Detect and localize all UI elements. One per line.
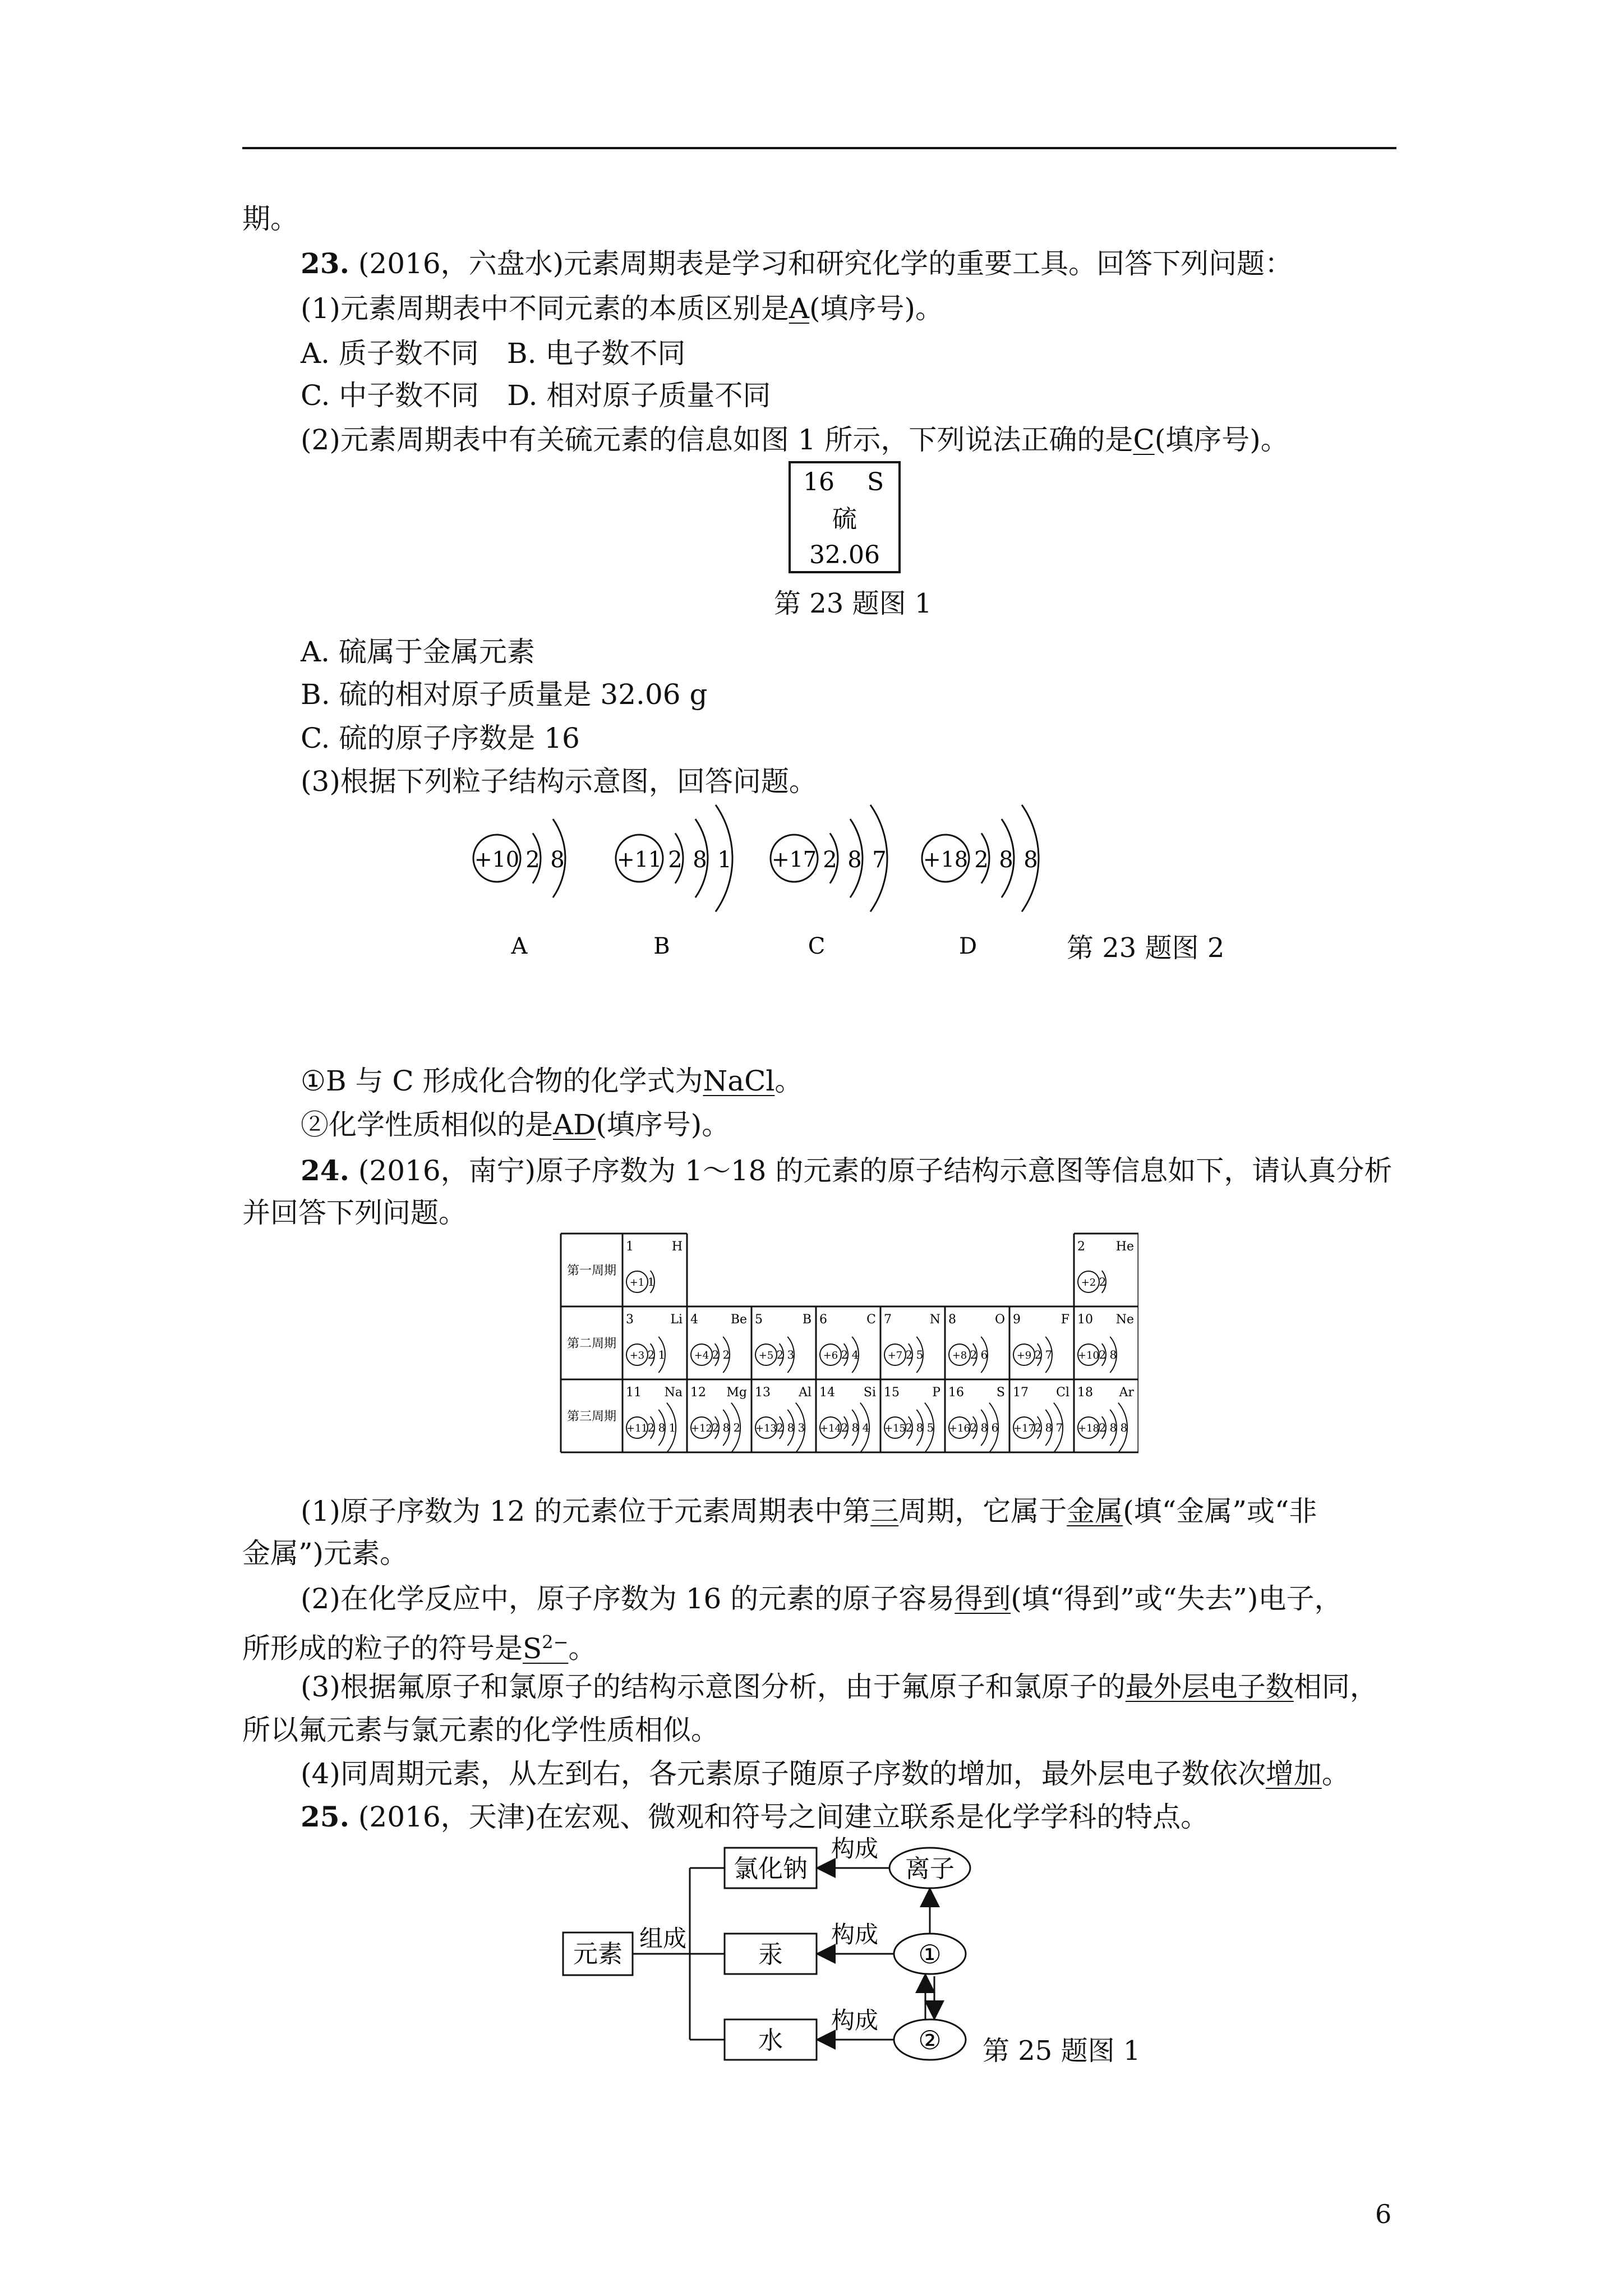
periodic-cell [948, 1313, 1005, 1373]
shell-electron-count: 2 [647, 1421, 655, 1434]
element-label: 元素 [573, 1940, 623, 1968]
q23-fig1-caption: 第 23 题图 1 [774, 588, 932, 619]
q24-a2-answer2 [523, 1632, 568, 1665]
atomic-number: 12 [690, 1386, 706, 1400]
atomic-number: 11 [626, 1386, 642, 1400]
q24-answer3 [301, 1669, 1378, 1705]
q23-option-a: A. 硫属于金属元素 [301, 636, 535, 668]
nacl-label: 氯化钠 [734, 1855, 808, 1883]
q24-a1-answer1: 三 [870, 1495, 899, 1527]
nucleus-charge: +6 [823, 1350, 838, 1361]
periodic-cell [755, 1313, 811, 1373]
atomic-number: 1 [626, 1240, 634, 1254]
q24-a1-text2: 周期，它属于 [898, 1495, 1067, 1527]
constitute-label-1: 构成 [831, 1835, 879, 1862]
q23-heading [301, 246, 1293, 282]
periodic-cell [884, 1313, 940, 1373]
sulfur-element-box [789, 461, 901, 573]
nucleus-charge: +11 [626, 1423, 648, 1434]
ion-charge: 2− [542, 1631, 569, 1653]
shell-electron-count: 2 [841, 1421, 849, 1434]
nucleus-charge: +17 [771, 847, 817, 872]
q24-head: (2016，南宁)原子序数为 1～18 的元素的原子结构示意图等信息如下，请认真分析 [358, 1154, 1393, 1187]
blank1-label: ① [918, 1939, 942, 1970]
nucleus-charge: +17 [1013, 1423, 1035, 1434]
element-symbol: H [671, 1240, 683, 1254]
element-symbol: P [932, 1386, 940, 1400]
shell-electron-count: 2 [905, 1348, 913, 1361]
shell-electron-count: 1 [658, 1348, 666, 1361]
shell-electron-count: 1 [668, 1421, 676, 1434]
q24-a2-text4: 。 [568, 1632, 597, 1665]
shell-electron-count: 8 [693, 847, 707, 873]
period-label: 第一周期 [566, 1264, 617, 1278]
shell-electron-count: 5 [916, 1348, 924, 1361]
nucleus-charge: +15 [884, 1423, 906, 1434]
shell-electron-count: 2 [1034, 1348, 1042, 1361]
atomic-number: 3 [626, 1313, 634, 1327]
q23-option-b: B. 硫的相对原子质量是 32.06 g [301, 678, 708, 711]
q24-a2-text1: (2)在化学反应中，原子序数为 16 的元素的原子容易 [301, 1582, 955, 1615]
element-box-name: 硫 [832, 505, 857, 533]
shell-electron-count: 8 [999, 847, 1013, 873]
periodic-cell [1013, 1313, 1069, 1373]
shell-electron-count: 8 [1045, 1421, 1053, 1434]
q23-part1-answer: A [789, 292, 809, 325]
nucleus-charge: +8 [952, 1350, 967, 1361]
shell-electron-count: 2 [1099, 1348, 1106, 1361]
q24-heading [301, 1153, 1392, 1189]
ion-symbol: S [523, 1632, 542, 1665]
q23-sub2-text: ②化学性质相似的是 [301, 1108, 553, 1141]
shell-electron-count: 1 [717, 847, 732, 873]
shell-electron-count: 7 [872, 847, 887, 873]
shell-electron-count: 2 [647, 1348, 655, 1361]
nucleus-charge: +7 [887, 1350, 903, 1361]
element-symbol: B [802, 1313, 811, 1327]
shell-electron-count: 8 [1109, 1348, 1117, 1361]
shell-electron-count: 8 [847, 847, 862, 873]
q25-fig1-caption: 第 25 题图 1 [983, 2035, 1141, 2067]
particle-label: D [958, 933, 978, 959]
periodic-cell [1013, 1386, 1069, 1452]
shell-electron-count: 5 [926, 1421, 934, 1434]
particle-label: B [653, 933, 670, 959]
atomic-number: 18 [1077, 1386, 1093, 1400]
q24-a4-answer: 增加 [1265, 1757, 1322, 1790]
water-label: 水 [758, 2026, 783, 2055]
macro-micro-diagram [555, 1829, 993, 2070]
shell-electron-count: 2 [905, 1421, 913, 1434]
element-symbol: Be [730, 1313, 747, 1327]
q24-a1-text1: (1)原子序数为 12 的元素位于元素周期表中第 [301, 1495, 871, 1527]
element-symbol: Si [863, 1386, 876, 1400]
element-box-number: 16 [803, 468, 834, 496]
shell-electron-count: 6 [991, 1421, 999, 1434]
constitute-label-2: 构成 [831, 1921, 879, 1948]
shell-electron-count: 8 [722, 1421, 730, 1434]
atomic-number: 4 [690, 1313, 698, 1327]
shell-electron-count: 2 [712, 1421, 720, 1434]
shell-electron-count: 2 [1099, 1421, 1106, 1434]
shell-electron-count: 2 [776, 1348, 784, 1361]
atomic-number: 10 [1077, 1313, 1093, 1327]
particle-diagram [473, 819, 565, 959]
periodic-table-diagram [560, 1232, 1138, 1479]
q24-head-cont: 并回答下列问题。 [242, 1197, 467, 1229]
q23-number: 23. [301, 247, 349, 280]
shell-electron-count: 2 [974, 847, 989, 873]
periodic-cell [626, 1386, 683, 1452]
particle-structure-diagrams [471, 785, 1110, 965]
q24-a3-answer: 最外层电子数 [1125, 1671, 1294, 1703]
periodic-cell [1077, 1240, 1134, 1293]
shell-electron-count: 8 [980, 1421, 988, 1434]
q23-options-cd: C. 中子数不同 D. 相对原子质量不同 [301, 379, 771, 412]
shell-electron-count: 7 [1055, 1421, 1063, 1434]
q23-part3: (3)根据下列粒子结构示意图，回答问题。 [301, 765, 817, 798]
element-box-mass: 32.06 [809, 541, 880, 569]
shell-electron-count: 8 [851, 1421, 859, 1434]
shell-electron-count: 1 [647, 1275, 655, 1289]
atomic-number: 8 [948, 1313, 956, 1327]
blank2-label: ② [918, 2025, 942, 2055]
shell-electron-count: 8 [787, 1421, 795, 1434]
element-symbol: Cl [1056, 1386, 1069, 1400]
nucleus-charge: +9 [1016, 1350, 1032, 1361]
header-rule [242, 147, 1396, 149]
q23-part2-answer: C [1133, 424, 1155, 456]
shell-electron-count: 2 [776, 1421, 784, 1434]
element-symbol: N [929, 1313, 940, 1327]
ion-label: 离子 [905, 1855, 955, 1883]
element-symbol: He [1115, 1240, 1134, 1254]
atomic-number: 2 [1077, 1240, 1085, 1254]
element-symbol: O [994, 1313, 1005, 1327]
atomic-number: 14 [819, 1386, 835, 1400]
q23-sub1-tail: 。 [774, 1065, 803, 1097]
shell-electron-count: 8 [916, 1421, 924, 1434]
shell-electron-count: 8 [1023, 847, 1038, 873]
q23-sub1-answer: NaCl [703, 1065, 775, 1097]
shell-electron-count: 2 [1034, 1421, 1042, 1434]
atomic-number: 17 [1013, 1386, 1029, 1400]
shell-electron-count: 4 [851, 1348, 859, 1361]
shell-electron-count: 3 [787, 1348, 795, 1361]
q24-a3-text1: (3)根据氟原子和氯原子的结构示意图分析，由于氟原子和氯原子的 [301, 1671, 1126, 1703]
q25-number: 25. [301, 1800, 349, 1833]
element-symbol: Al [799, 1386, 811, 1400]
q24-answer1-cont: 金属”)元素。 [242, 1537, 408, 1570]
q23-part1-tail: (填序号)。 [809, 292, 943, 325]
particle-label: C [808, 933, 826, 959]
atomic-number: 7 [884, 1313, 892, 1327]
q23-sub1 [301, 1063, 803, 1099]
element-symbol: C [866, 1313, 876, 1327]
element-symbol: Li [670, 1313, 683, 1327]
q24-a2-text3: 所形成的粒子的符号是 [242, 1632, 523, 1665]
shell-electron-count: 2 [970, 1348, 978, 1361]
shell-electron-count: 3 [797, 1421, 805, 1434]
q23-fig2-caption: 第 23 题图 2 [1067, 932, 1225, 964]
nucleus-charge: +14 [820, 1423, 841, 1434]
shell-electron-count: 2 [525, 847, 540, 873]
nucleus-charge: +18 [1078, 1423, 1099, 1434]
q24-number: 24. [301, 1154, 349, 1187]
q24-answer1 [301, 1493, 1317, 1529]
shell-electron-count: 8 [1109, 1421, 1117, 1434]
period-label: 第三周期 [566, 1410, 617, 1424]
q23-option-c: C. 硫的原子序数是 16 [301, 722, 580, 754]
q24-answer2-cont [242, 1624, 596, 1667]
particle-diagram [771, 805, 887, 959]
element-symbol: Ne [1115, 1313, 1134, 1327]
periodic-cell [626, 1240, 683, 1293]
periodic-cell [755, 1386, 811, 1452]
shell-electron-count: 2 [841, 1348, 849, 1361]
particle-diagram [616, 805, 732, 959]
shell-electron-count: 8 [658, 1421, 666, 1434]
q24-a1-text3: (填“金属”或“非 [1123, 1495, 1317, 1527]
q23-sub2 [301, 1107, 730, 1143]
shell-electron-count: 2 [1099, 1275, 1106, 1289]
element-symbol: Mg [726, 1386, 747, 1400]
element-symbol: S [996, 1386, 1005, 1400]
nucleus-charge: +10 [474, 847, 520, 872]
particle-label: A [511, 933, 528, 959]
nucleus-charge: +10 [1078, 1350, 1099, 1361]
periodic-cell [626, 1313, 683, 1373]
compose-label: 组成 [639, 1925, 687, 1952]
periodic-cell [1077, 1313, 1134, 1373]
atomic-number: 16 [948, 1386, 964, 1400]
element-box-symbol: S [867, 468, 884, 496]
q24-a4-text2: 。 [1321, 1757, 1350, 1790]
intro-tail: 期。 [242, 203, 298, 235]
nucleus-charge: +3 [629, 1350, 645, 1361]
shell-electron-count: 4 [862, 1421, 870, 1434]
shell-electron-count: 2 [970, 1421, 978, 1434]
q24-answer2 [301, 1581, 1343, 1617]
nucleus-charge: +16 [949, 1423, 970, 1434]
shell-electron-count: 8 [1120, 1421, 1128, 1434]
q23-sub2-tail: (填序号)。 [596, 1108, 730, 1141]
q25-head: (2016，天津)在宏观、微观和符号之间建立联系是化学学科的特点。 [358, 1801, 1209, 1833]
q24-a2-answer1: 得到 [955, 1582, 1011, 1615]
q24-a1-answer2: 金属 [1067, 1495, 1123, 1527]
q23-part2 [301, 422, 1289, 458]
shell-electron-count: 8 [550, 847, 565, 873]
shell-electron-count: 6 [980, 1348, 988, 1361]
q24-a2-text2: (填“得到”或“失去”)电子， [1011, 1582, 1343, 1615]
nucleus-charge: +1 [629, 1277, 645, 1289]
atomic-number: 5 [755, 1313, 763, 1327]
q23-sub2-answer: AD [553, 1108, 596, 1141]
particle-diagram [922, 805, 1039, 959]
nucleus-charge: +12 [691, 1423, 712, 1434]
shell-electron-count: 7 [1045, 1348, 1053, 1361]
atomic-number: 15 [884, 1386, 900, 1400]
nucleus-charge: +5 [758, 1350, 774, 1361]
periodic-cell [690, 1313, 747, 1373]
shell-electron-count: 2 [823, 847, 837, 873]
mercury-label: 汞 [758, 1940, 783, 1969]
nucleus-charge: +13 [755, 1423, 777, 1434]
page-number: 6 [1375, 2199, 1392, 2229]
nucleus-charge: +18 [923, 847, 969, 872]
atomic-number: 6 [819, 1313, 827, 1327]
atomic-number: 9 [1013, 1313, 1021, 1327]
constitute-label-3: 构成 [831, 2007, 879, 2034]
q23-sub1-text: ①B 与 C 形成化合物的化学式为 [301, 1065, 703, 1097]
atomic-number: 13 [755, 1386, 771, 1400]
nucleus-charge: +11 [616, 847, 662, 872]
periodic-cell [819, 1386, 876, 1452]
nucleus-charge: +2 [1081, 1277, 1096, 1289]
periodic-cell [690, 1386, 747, 1452]
periodic-cell [819, 1313, 876, 1373]
q24-a3-text2: 相同， [1293, 1671, 1378, 1703]
element-symbol: F [1061, 1313, 1069, 1327]
periodic-cell [948, 1386, 1005, 1452]
element-symbol: Na [664, 1386, 683, 1400]
shell-electron-count: 2 [712, 1348, 720, 1361]
shell-electron-count: 2 [722, 1348, 730, 1361]
nucleus-charge: +4 [694, 1350, 709, 1361]
shell-electron-count: 2 [668, 847, 683, 873]
q23-part2-text: (2)元素周期表中有关硫元素的信息如图 1 所示，下列说法正确的是 [301, 424, 1133, 456]
q23-part1 [301, 291, 943, 326]
q23-part1-text: (1)元素周期表中不同元素的本质区别是 [301, 292, 789, 325]
element-symbol: Ar [1119, 1386, 1134, 1400]
q23-head: (2016，六盘水)元素周期表是学习和研究化学的重要工具。回答下列问题： [358, 247, 1293, 280]
periodic-cell [884, 1386, 940, 1452]
period-label: 第二周期 [566, 1337, 617, 1351]
q24-answer4 [301, 1756, 1350, 1792]
shell-electron-count: 2 [733, 1421, 741, 1434]
q24-a4-text1: (4)同周期元素，从左到右，各元素原子随原子序数的增加，最外层电子数依次 [301, 1757, 1266, 1790]
periodic-cell [1077, 1386, 1134, 1452]
q23-part2-tail: (填序号)。 [1154, 424, 1289, 456]
q23-options-ab: A. 质子数不同 B. 电子数不同 [301, 337, 686, 370]
q24-answer3-cont: 所以氟元素与氯元素的化学性质相似。 [242, 1714, 719, 1746]
